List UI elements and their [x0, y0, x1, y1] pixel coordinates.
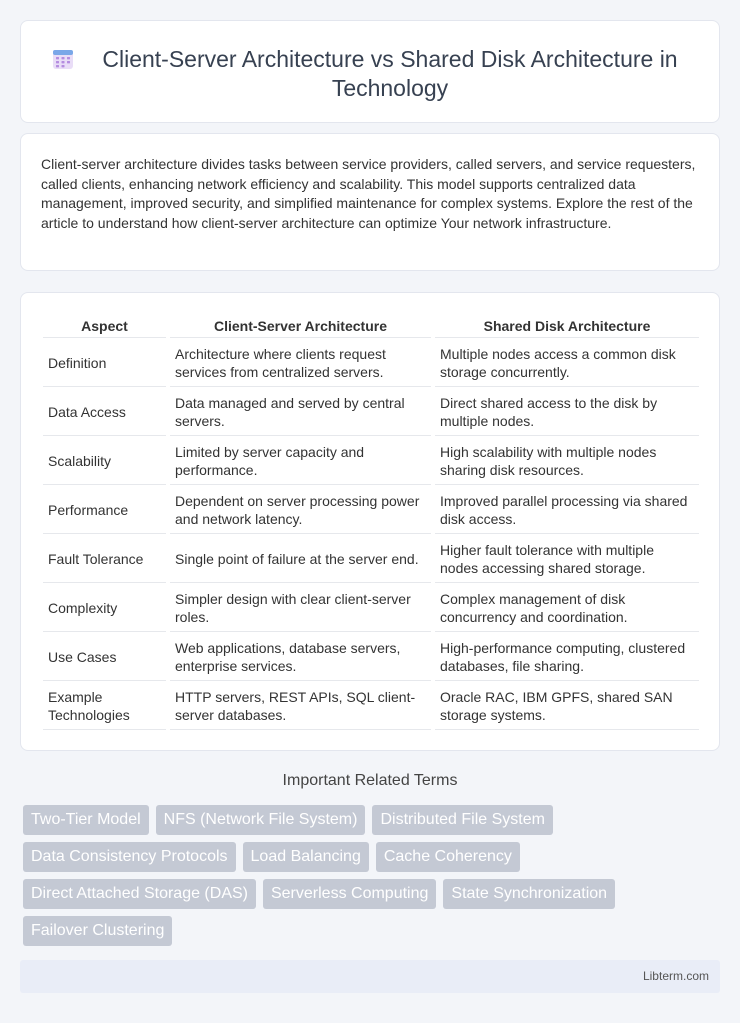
- client-server-cell: Data managed and served by central servers.: [168, 387, 433, 436]
- intro-card: [20, 133, 720, 271]
- intro-paragraph: Client-server architecture divides tasks between service providers, called servers, and service requesters, called clients, enhancing network efficiency and scalability. This model supports centralized data management, improved security, and simplified maintenance for complex systems. Explore the rest of the article to understand how client-server architecture can optimize Your network infrastructure.: [41, 156, 696, 231]
- aspect-cell: Fault Tolerance: [43, 534, 168, 583]
- client-server-cell: HTTP servers, REST APIs, SQL client-server databases.: [168, 681, 433, 730]
- page-title: Client-Server Architecture vs Shared Disk Architecture in Technology: [102, 46, 678, 101]
- comparison-table: [43, 317, 699, 730]
- client-server-cell: Limited by server capacity and performance.: [168, 436, 433, 485]
- table-row: [43, 436, 699, 485]
- aspect-cell: Scalability: [43, 436, 168, 485]
- shared-disk-cell: Improved parallel processing via shared disk access.: [433, 485, 699, 534]
- table-header-row: [43, 317, 699, 338]
- header-client-server: Client-Server Architecture: [168, 317, 433, 338]
- related-term-tag[interactable]: Cache Coherency: [376, 842, 520, 872]
- related-term-tag[interactable]: Distributed File System: [372, 805, 553, 835]
- related-term-tag[interactable]: State Synchronization: [443, 879, 615, 909]
- related-term-tag[interactable]: Direct Attached Storage (DAS): [23, 879, 256, 909]
- aspect-cell: Performance: [43, 485, 168, 534]
- related-term-tag[interactable]: Failover Clustering: [23, 916, 172, 946]
- related-term-tag[interactable]: Serverless Computing: [263, 879, 436, 909]
- related-term-tag[interactable]: Two-Tier Model: [23, 805, 149, 835]
- title-card: [20, 20, 720, 123]
- table-row: [43, 338, 699, 387]
- header-shared-disk: Shared Disk Architecture: [433, 317, 699, 338]
- comparison-card: [20, 292, 720, 751]
- client-server-cell: Single point of failure at the server end.: [168, 534, 433, 583]
- table-row: [43, 583, 699, 632]
- footer-site-link[interactable]: Libterm.com: [642, 969, 709, 983]
- related-term-tag[interactable]: Data Consistency Protocols: [23, 842, 236, 872]
- shared-disk-cell: High scalability with multiple nodes sharing disk resources.: [433, 436, 699, 485]
- related-terms-title: Important Related Terms: [282, 772, 458, 789]
- client-server-cell: Web applications, database servers, enterprise services.: [168, 632, 433, 681]
- client-server-cell: Architecture where clients request services from centralized servers.: [168, 338, 433, 387]
- table-row: [43, 681, 699, 730]
- table-row: [43, 387, 699, 436]
- shared-disk-cell: Direct shared access to the disk by multiple nodes.: [433, 387, 699, 436]
- related-term-tag[interactable]: NFS (Network File System): [156, 805, 366, 835]
- client-server-cell: Dependent on server processing power and network latency.: [168, 485, 433, 534]
- footer: [20, 960, 720, 993]
- related-terms-list: [23, 805, 663, 946]
- aspect-cell: Use Cases: [43, 632, 168, 681]
- aspect-cell: Definition: [43, 338, 168, 387]
- shared-disk-cell: Multiple nodes access a common disk storage concurrently.: [433, 338, 699, 387]
- aspect-cell: Complexity: [43, 583, 168, 632]
- table-row: [43, 632, 699, 681]
- aspect-cell: Data Access: [43, 387, 168, 436]
- shared-disk-cell: Oracle RAC, IBM GPFS, shared SAN storage systems.: [433, 681, 699, 730]
- shared-disk-cell: Complex management of disk concurrency and coordination.: [433, 583, 699, 632]
- header-aspect: Aspect: [43, 317, 168, 338]
- table-row: [43, 485, 699, 534]
- aspect-cell: Example Technologies: [43, 681, 168, 730]
- shared-disk-cell: High-performance computing, clustered databases, file sharing.: [433, 632, 699, 681]
- shared-disk-cell: Higher fault tolerance with multiple nodes accessing shared storage.: [433, 534, 699, 583]
- related-term-tag[interactable]: Load Balancing: [243, 842, 369, 872]
- table-row: [43, 534, 699, 583]
- client-server-cell: Simpler design with clear client-server roles.: [168, 583, 433, 632]
